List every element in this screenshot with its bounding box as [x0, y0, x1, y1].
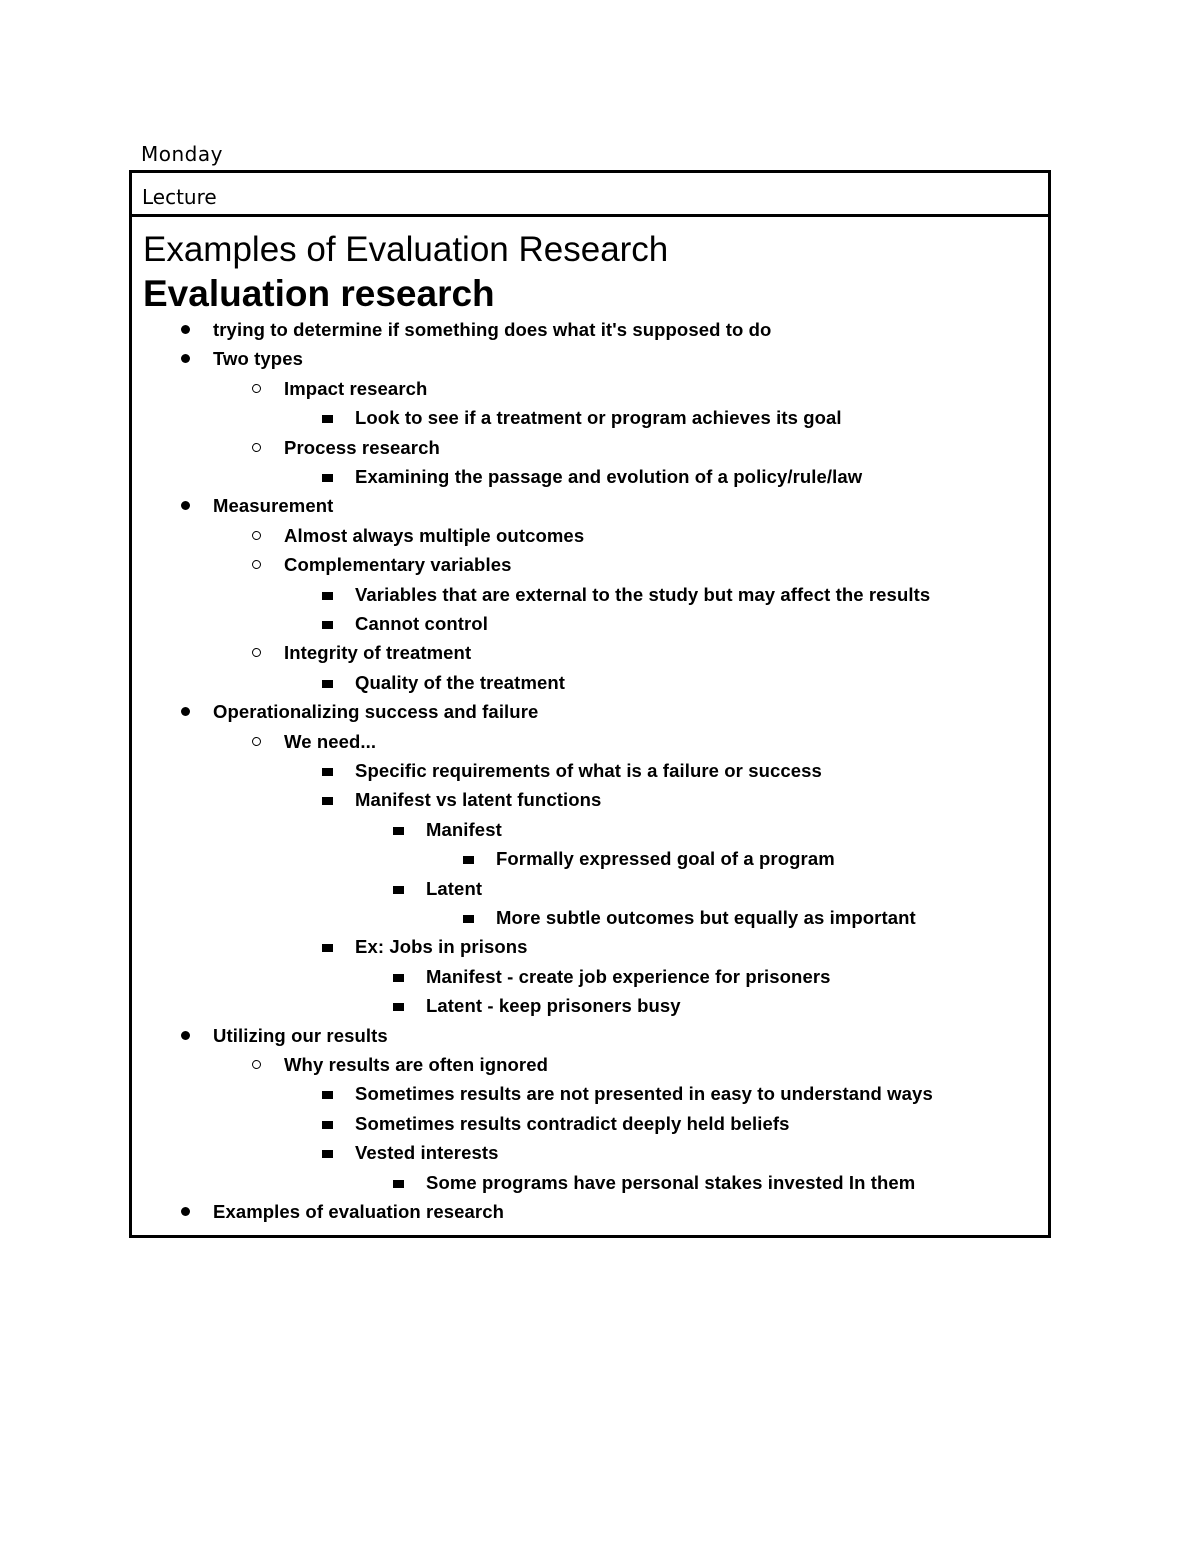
bullet-square-icon: [462, 846, 478, 875]
page-title: Examples of Evaluation Research: [143, 230, 669, 269]
bullet-dot-icon: [179, 1023, 195, 1052]
bullet-dot-icon: [179, 1199, 195, 1228]
bullet-circle-icon: [250, 729, 266, 758]
bullet-circle-icon: [250, 1052, 266, 1081]
lecture-notes-box: [129, 170, 1051, 1238]
outline-item-text: Formally expressed goal of a program: [496, 848, 835, 870]
bullet-square-icon: [321, 670, 337, 699]
bullet-square-icon: [392, 876, 408, 905]
outline-item-text: Two types: [213, 348, 303, 370]
outline-item-text: Variables that are external to the study but may affect the results: [355, 583, 931, 605]
outline-item-text: Sometimes results are not presented in easy to understand ways: [355, 1083, 933, 1105]
notes-content: [132, 217, 1048, 1235]
outline-item-text: More subtle outcomes but equally as important: [496, 907, 916, 928]
bullet-square-icon: [392, 964, 408, 993]
outline-item-text: Impact research: [284, 377, 428, 399]
section-label: Lecture: [142, 185, 217, 209]
bullet-square-icon: [392, 817, 408, 846]
bullet-circle-icon: [250, 552, 266, 581]
outline-item-text: Ex: Jobs in prisons: [355, 936, 528, 958]
outline-item-text: Measurement: [213, 495, 334, 517]
bullet-dot-icon: [179, 493, 195, 522]
bullet-circle-icon: [250, 376, 266, 405]
outline-item-text: Integrity of treatment: [284, 642, 472, 664]
bullet-dot-icon: [179, 699, 195, 728]
bullet-dot-icon: [179, 317, 195, 346]
bullet-dot-icon: [179, 346, 195, 375]
outline-item-text: Latent: [426, 877, 483, 899]
outline-item-text: Operationalizing success and failure: [213, 701, 539, 723]
outline-item-text: trying to determine if something does what it's supposed to do: [213, 319, 772, 340]
bullet-square-icon: [462, 905, 478, 934]
outline-item-text: Examining the passage and evolution of a policy/rule/law: [355, 466, 863, 487]
bullet-square-icon: [321, 1111, 337, 1140]
outline-item-text: Some programs have personal stakes invested In them: [426, 1171, 916, 1193]
bullet-square-icon: [321, 582, 337, 611]
outline-item-text: Manifest: [426, 818, 502, 840]
outline-item-text: Quality of the treatment: [355, 671, 566, 693]
outline-item-text: Sometimes results contradict deeply held beliefs: [355, 1112, 790, 1134]
bullet-circle-icon: [250, 523, 266, 552]
bullet-square-icon: [321, 464, 337, 493]
bullet-square-icon: [321, 758, 337, 787]
outline-item-text: Look to see if a treatment or program achieves its goal: [355, 407, 842, 429]
outline-item-text: Vested interests: [355, 1142, 499, 1164]
outline-item-text: Complementary variables: [284, 554, 512, 576]
bullet-square-icon: [321, 787, 337, 816]
outline-item-text: Cannot control: [355, 613, 488, 634]
bullet-square-icon: [392, 993, 408, 1022]
outline-item-text: Utilizing our results: [213, 1024, 388, 1046]
bullet-square-icon: [321, 611, 337, 640]
bullet-circle-icon: [250, 640, 266, 669]
outline-item-text: Why results are often ignored: [284, 1054, 548, 1075]
bullet-square-icon: [321, 405, 337, 434]
bullet-circle-icon: [250, 435, 266, 464]
section-heading: Evaluation research: [143, 273, 495, 314]
outline-item-text: Manifest vs latent functions: [355, 789, 602, 811]
bullet-square-icon: [392, 1170, 408, 1199]
bullet-square-icon: [321, 1081, 337, 1110]
day-label: Monday: [141, 142, 223, 166]
outline-item-text: Examples of evaluation research: [213, 1201, 505, 1222]
outline-item-text: Process research: [284, 436, 440, 458]
outline-item-text: We need...: [284, 730, 377, 752]
bullet-square-icon: [321, 934, 337, 963]
outline-item-text: Specific requirements of what is a failure or success: [355, 760, 822, 781]
outline-item-text: Manifest - create job experience for prisoners: [426, 965, 831, 987]
outline-item-text: Latent - keep prisoners busy: [426, 995, 681, 1017]
section-header: [132, 173, 1048, 217]
bullet-square-icon: [321, 1140, 337, 1169]
outline-item-text: Almost always multiple outcomes: [284, 524, 585, 546]
